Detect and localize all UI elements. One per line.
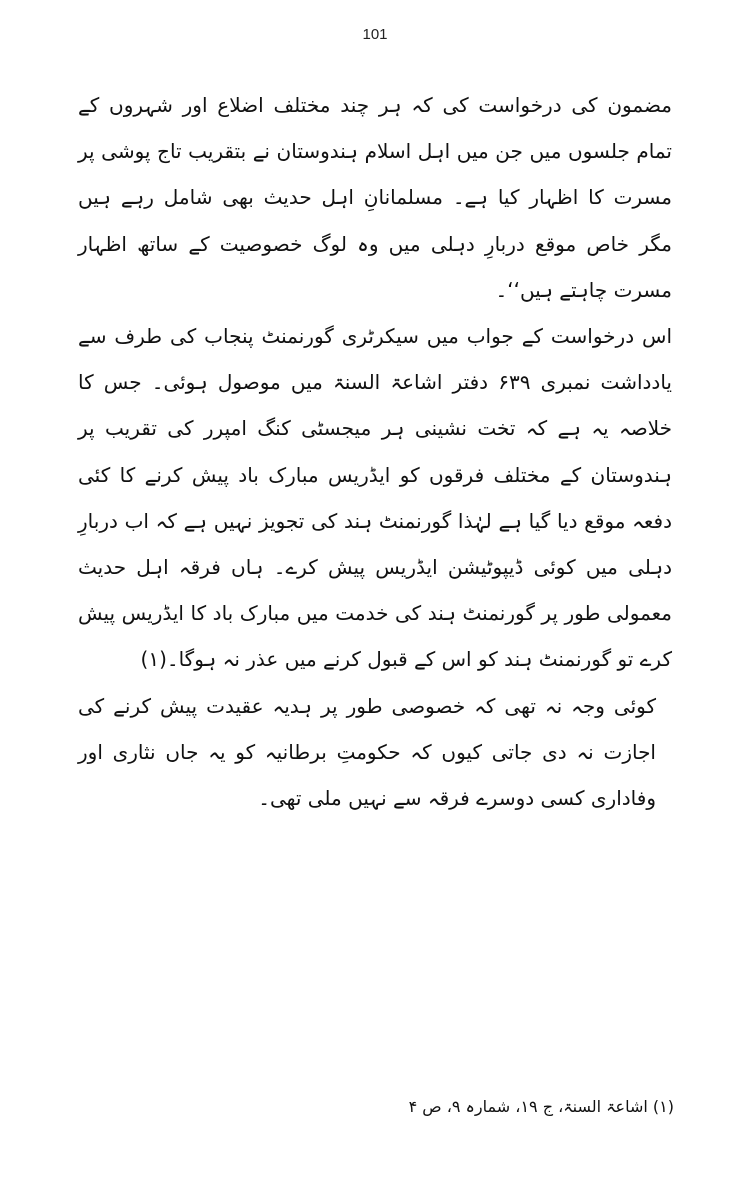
- paragraph-1: مضمون کی درخواست کی کہ ہر چند مختلف اضلاع اور شہروں کے تمام جلسوں میں جن میں اہل اسلام ہندوستان نے بتقریب تاج پوشی پر مسرت کا اظہار کیا ہے۔ مسلمانانِ اہل حدیث بھی شامل رہے ہیں مگر خاص موقع دربارِ دہلی میں وہ لوگ خصوصیت کے ساتھ اظہار مسرت چاہتے ہیں‘‘۔: [78, 93, 672, 302]
- paragraph-2: اس درخواست کے جواب میں سیکرٹری گورنمنٹ پنجاب کی طرف سے یادداشت نمبری ۶۳۹ دفتر اشاعۃ السنۃ میں موصول ہوئی۔ جس کا خلاصہ یہ ہے کہ تخت نشینی ہر میجسٹی کنگ امپرر کی تقریب پر ہندوستان کے مختلف فرقوں کو ایڈریس مبارک باد پیش کرنے کا کئی دفعہ موقع دیا گیا ہے لہٰذا گورنمنٹ ہند کی تجویز نہیں ہے کہ اب دربارِ دہلی میں کوئی ڈیپوٹیشن ایڈریس پیش کرے۔ ہاں فرقہ اہل حدیث معمولی طور پر گورنمنٹ ہند کی خدمت میں مبارک باد کا ایڈریس پیش کرے تو گورنمنٹ ہند کو اس کے قبول کرنے میں عذر نہ ہوگا۔(۱): [78, 324, 672, 672]
- page-number: 101: [362, 26, 388, 43]
- paragraph-3: کوئی وجہ نہ تھی کہ خصوصی طور پر ہدیہ عقیدت پیش کرنے کی اجازت نہ دی جاتی کیوں کہ حکومتِ برطانیہ کو یہ جاں نثاری اور وفاداری کسی دوسرے فرقہ سے نہیں ملی تھی۔: [78, 693, 656, 811]
- body-text: [78, 82, 672, 821]
- footnote: (۱) اشاعۃ السنۃ، ج ۱۹، شمارہ ۹، ص ۴: [408, 1097, 674, 1116]
